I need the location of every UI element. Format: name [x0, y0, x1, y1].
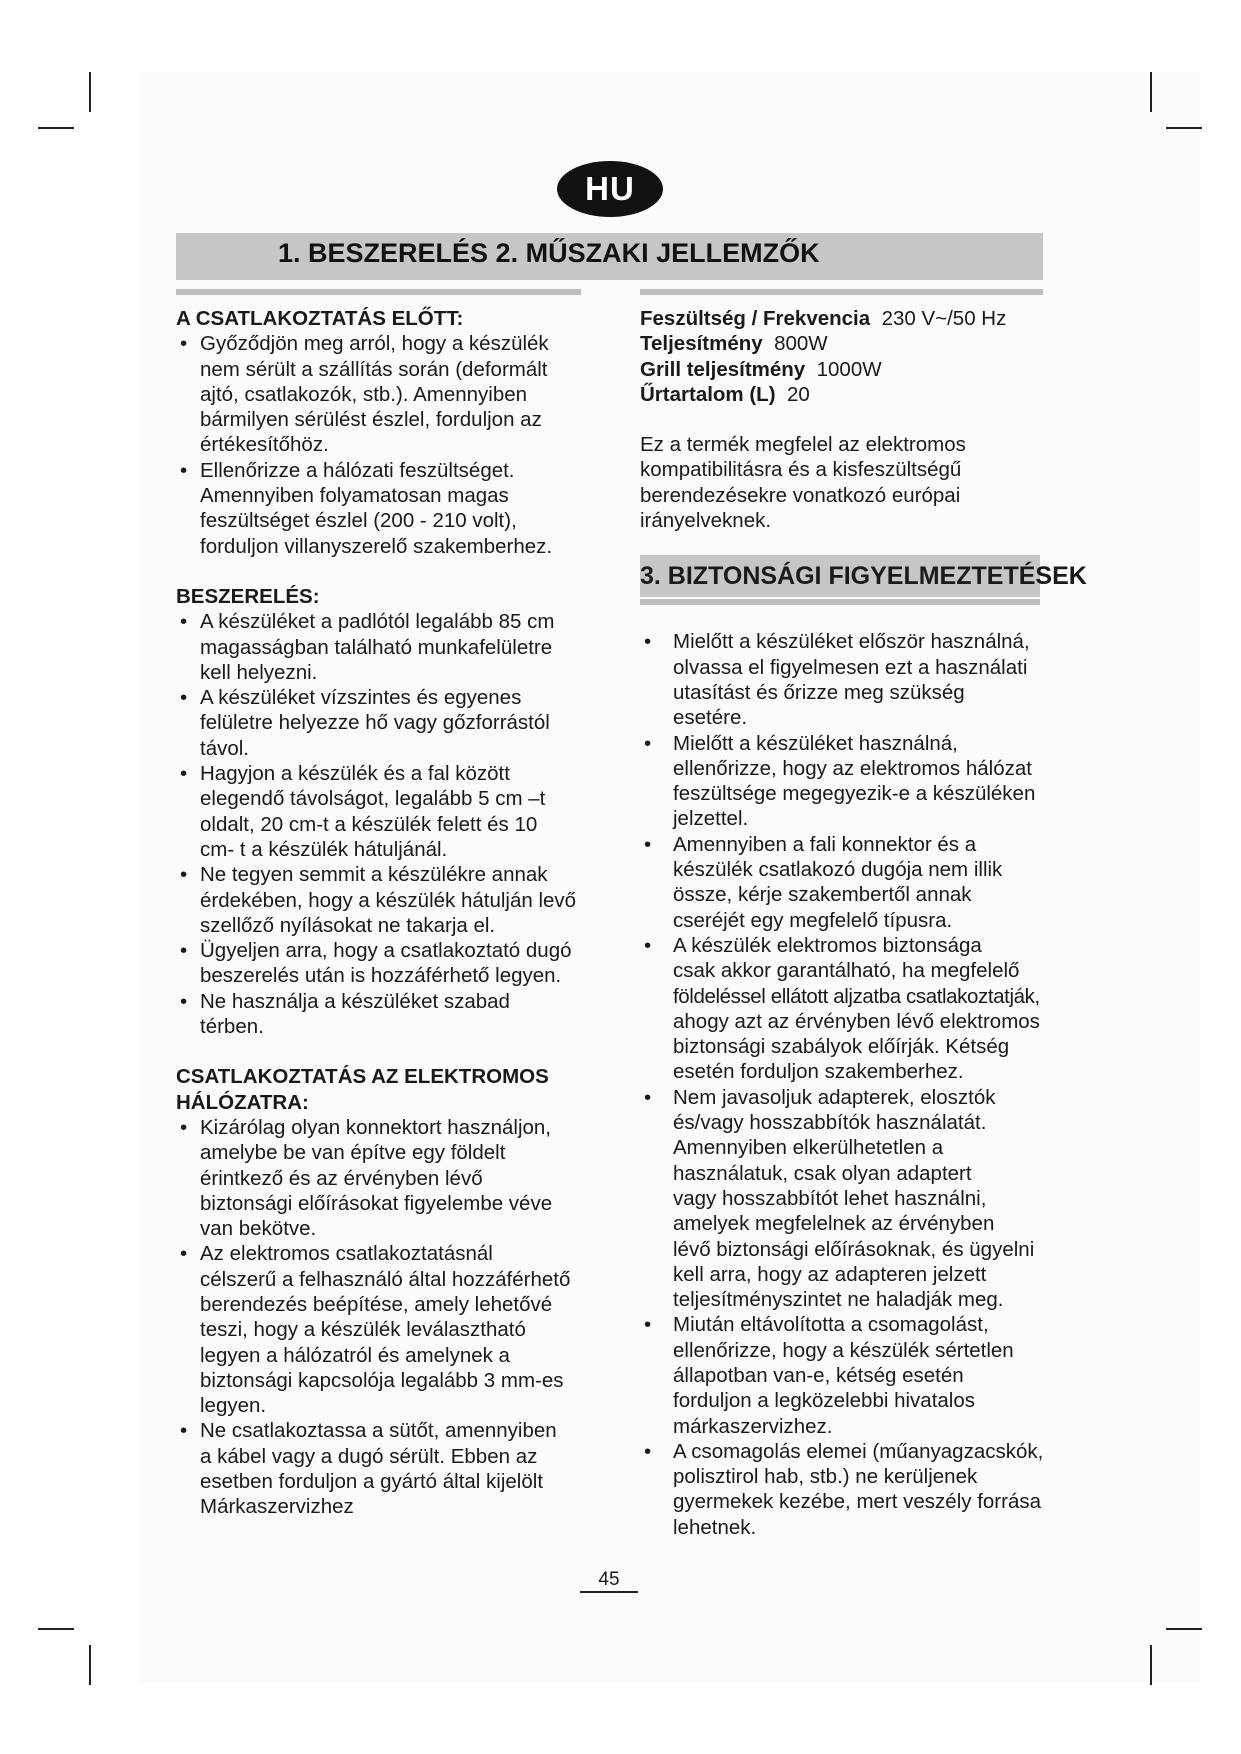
spec-row: Feszültség / Frekvencia 230 V~/50 Hz — [640, 307, 1007, 330]
crop-mark — [89, 1645, 91, 1685]
crop-mark — [1166, 127, 1202, 129]
compliance-statement: Ez a termék megfelel az elektromos kompatibilitásra és a kisfeszültségű berendezésekre vonatkozó európai irányelveknek. — [640, 433, 966, 533]
crop-mark — [1166, 1628, 1202, 1630]
left-column — [176, 306, 596, 1520]
language-badge: HU — [557, 161, 663, 217]
section-heading-installation: BESZERELÉS: — [176, 584, 320, 608]
list-item: • Ne használja a készüléket szabad térben. — [176, 989, 596, 1040]
electrical-connection-list — [176, 1115, 596, 1520]
crop-mark — [89, 72, 91, 112]
list-item: • Kizárólag olyan konnektort használjon, amelybe be van építve egy földelt érintkező és az érvényben lévő biztonsági előírásokat figyelembe véve van bekötve. — [176, 1115, 596, 1241]
safety-section-title: 3. BIZTONSÁGI FIGYELMEZTETÉSEK — [640, 555, 1040, 597]
section-heading-electrical-connection: CSATLAKOZTATÁS AZ ELEKTROMOS HÁLÓZATRA: — [176, 1065, 549, 1114]
section-heading-before-connection: A CSATLAKOZTATÁS ELŐTT: — [176, 307, 464, 330]
list-item: • Hagyjon a készülék és a fal között elegendő távolságot, legalább 5 cm –t oldalt, 20 cm-t a készülék felett és 10 cm- t a készülék hátuljánál. — [176, 761, 596, 862]
page-title: 1. BESZERELÉS 2. MŰSZAKI JELLEMZŐK — [278, 238, 820, 268]
page-number: 45 — [580, 1569, 638, 1593]
list-item: • A csomagolás elemei (műanyagzacskók, polisztirol hab, stb.) ne kerüljenek gyermekek kezébe, mert veszély forrása lehetnek. — [640, 1439, 1052, 1540]
safety-section-rule — [640, 599, 1040, 605]
list-item: • A készüléket vízszintes és egyenes felületre helyezze hő vagy gőzforrástól távol. — [176, 685, 596, 761]
list-item: • A készülék elektromos biztonsága csak akkor garantálható, ha megfelelő földeléssel ellátott aljzatba csatlakoztatják, ahogy azt az érvényben lévő elektromos biztonsági szabályok előírják. Kétség esetén forduljon szakemberhez. — [640, 933, 1052, 1085]
spec-row: Űrtartalom (L) 20 — [640, 382, 810, 406]
list-item: • Nem javasoljuk adapterek, elosztók és/vagy hosszabbítók használatát. Amennyiben elkerülhetetlen a használatuk, csak olyan adaptert vagy hosszabbítót lehet használni, amelyek megfelelnek az érvényben lévő biztonsági előírásoknak, és ügyelni kell arra, hogy az adapteren jelzett teljesítményszintet ne haladják meg. — [640, 1085, 1052, 1313]
before-connection-list — [176, 331, 596, 559]
list-item: • Miután eltávolította a csomagolást, ellenőrizze, hogy a készülék sértetlen állapotban van-e, kétség esetén forduljon a legközelebbi hivatalos márkaszervizhez. — [640, 1312, 1052, 1438]
header-rule-right — [640, 289, 1043, 295]
spec-row: Grill teljesítmény 1000W — [640, 357, 882, 381]
list-item: • Ellenőrizze a hálózati feszültséget. Amennyiben folyamatosan magas feszültséget észlel (200 - 210 volt), forduljon villanyszerelő szakemberhez. — [176, 458, 596, 559]
list-item: • Amennyiben a fali konnektor és a készülék csatlakozó dugója nem illik össze, kérje szakembertől annak cseréjét egy megfelelő típusra. — [640, 832, 1052, 933]
list-item: • Ne csatlakoztassa a sütőt, amennyiben a kábel vagy a dugó sérült. Ebben az esetben forduljon a gyártó által kijelölt Márkaszervizhez — [176, 1418, 596, 1519]
list-item: • Győződjön meg arról, hogy a készülék nem sérült a szállítás során (deformált ajtó, csatlakozók, stb.). Amennyiben bármilyen sérülést észlel, forduljon az értékesítőhöz. — [176, 331, 596, 457]
spec-list — [640, 306, 1052, 407]
list-item: • Ne tegyen semmit a készülékre annak érdekében, hogy a készülék hátulján levő szellőző nyílásokat ne takarja el. — [176, 862, 596, 938]
crop-mark — [1150, 72, 1152, 112]
crop-mark — [1150, 1645, 1152, 1685]
installation-list — [176, 609, 596, 1039]
list-item: • Mielőtt a készüléket először használná, olvassa el figyelmesen ezt a használati utasítást és őrizze meg szükség esetére. — [640, 629, 1052, 730]
list-item: • A készüléket a padlótól legalább 85 cm magasságban található munkafelületre kell helyezni. — [176, 609, 596, 685]
spec-row: Teljesítmény 800W — [640, 332, 828, 356]
crop-mark — [38, 1628, 74, 1630]
safety-warnings-list — [640, 629, 1052, 1540]
header-rule-left — [176, 289, 581, 295]
crop-mark — [38, 127, 74, 129]
right-column — [640, 306, 1087, 1540]
list-item: • Az elektromos csatlakoztatásnál célszerű a felhasználó által hozzáférhető berendezés beépítése, amely lehetővé teszi, hogy a készülék leválasztható legyen a hálózatról és amelynek a biztonsági kapcsolója legalább 3 mm-es legyen. — [176, 1241, 596, 1418]
list-item: • Ügyeljen arra, hogy a csatlakoztató dugó beszerelés után is hozzáférhető legyen. — [176, 938, 596, 989]
list-item: • Mielőtt a készüléket használná, ellenőrizze, hogy az elektromos hálózat feszültsége megegyezik-e a készüléken jelzettel. — [640, 731, 1052, 832]
